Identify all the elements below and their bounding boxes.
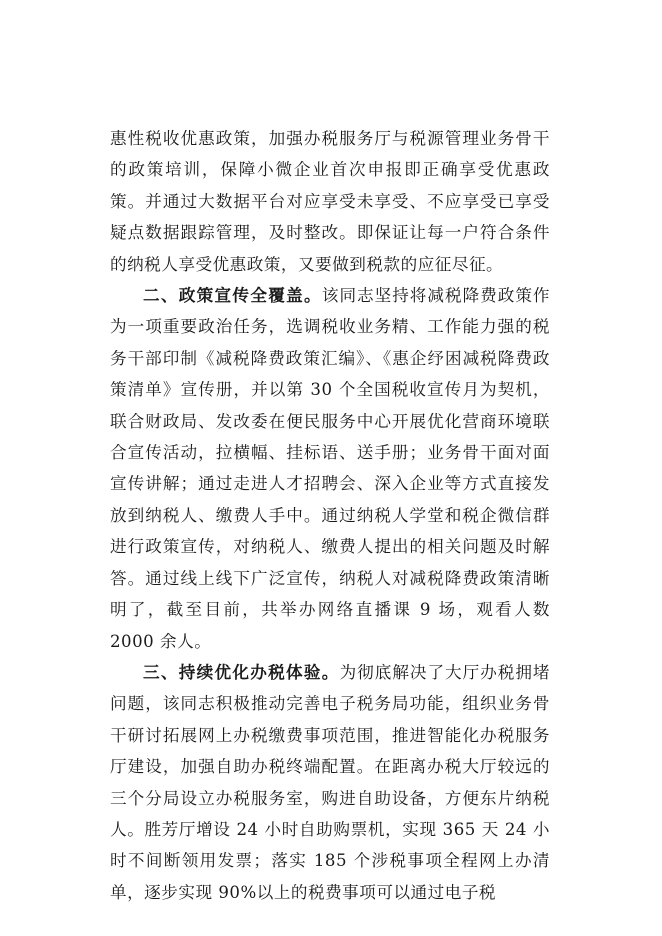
section-heading: 二、政策宣传全覆盖。: [143, 286, 322, 306]
paragraph-continuation: [110, 123, 550, 280]
paragraph-text: 惠性税收优惠政策，加强办税服务厅与税源管理业务骨干的政策培训，保障小微企业首次申报即正确享受优惠政策。并通过大数据平台对应享受未享受、不应享受已享受疑点数据跟踪管理，及时整改。即保证让每一户符合条件的纳税人享受优惠政策，又要做到税款的应征尽征。: [110, 129, 550, 274]
paragraph-tax-experience: [110, 657, 550, 908]
document-body: [110, 123, 550, 908]
paragraph-policy-publicity: [110, 280, 550, 657]
paragraph-text: 该同志坚持将减税降费政策作为一项重要政治任务，选调税收业务精、工作能力强的税务干部印制《减税降费政策汇编》、《惠企纾困减税降费政策清单》宣传册，并以第 30 个全国税收宣传月为契机，联合财政局、发改委在便民服务中心开展优化营商环境联合宣传活动，拉横幅、挂标语、送手册；业务骨干面对面宣传讲解；通过走进人才招聘会、深入企业等方式直接发放到纳税人、缴费人手中。通过纳税人学堂和税企微信群进行政策宣传，对纳税人、缴费人提出的相关问题及时解答。通过线上线下广泛宣传，纳税人对减税降费政策清晰明了，截至目前，共举办网络直播课 9 场，观看人数 2000 余人。: [110, 286, 551, 651]
section-heading: 三、持续优化办税体验。: [143, 662, 340, 682]
paragraph-text: 为彻底解决了大厅办税拥堵问题，该同志积极推动完善电子税务局功能，组织业务骨干研讨拓展网上办税缴费事项范围，推进智能化办税服务厅建设，加强自助办税终端配置。在距离办税大厅较远的三个分局设立办税服务室，购进自助设备，方便东片纳税人。胜芳厅增设 24 小时自助购票机，实现 365 天 24 小时不间断领用发票；落实 185 个涉税事项全程网上办清单，逐步实现 90%以上的税费事项可以通过电子税: [110, 662, 550, 902]
